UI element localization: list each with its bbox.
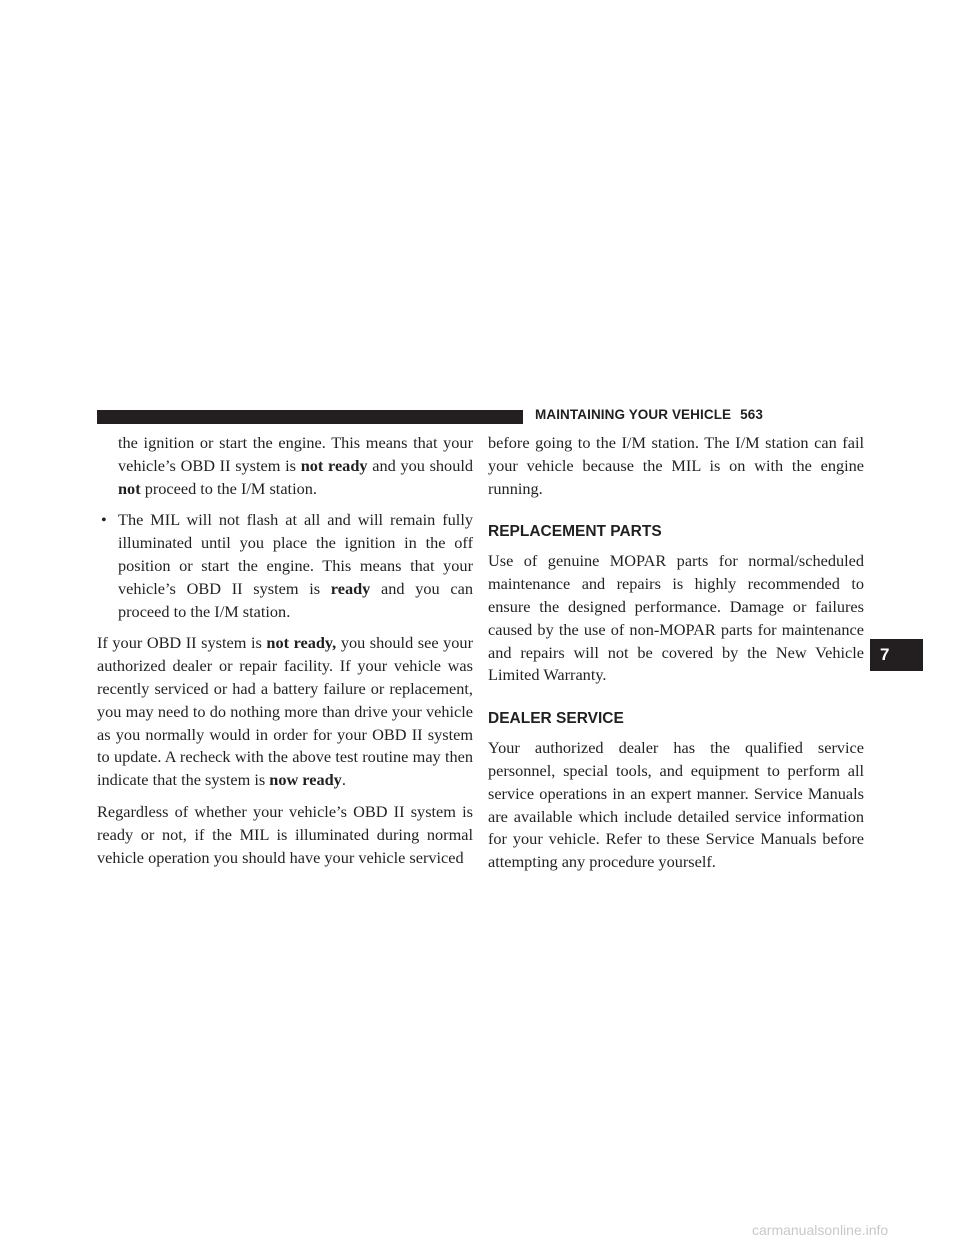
emphasis-not-ready-comma: not ready,: [266, 633, 337, 653]
paragraph-not-ready: If your OBD II system is not ready, you should see your authorized dealer or repair facility. If your vehicle was recently serviced or had a battery failure or replacement, you may need to do nothing more than drive your vehicle as you normally would in order for your OBD II system to update. A recheck with the above test routine may then indicate that the system is now ready.: [97, 633, 473, 790]
left-column: [97, 432, 473, 878]
heading-replacement-parts: REPLACEMENT PARTS: [488, 523, 662, 541]
section-title: MAINTAINING YOUR VEHICLE: [535, 407, 732, 422]
bullet-item: • The MIL will not flash at all and will remain fully illuminated until you place the ignition in the off position or start the engine. This means that your vehicle’s OBD II system is ready and you can proceed to the I/M station.: [101, 510, 473, 621]
paragraph-regardless: Regardless of whether your vehicle’s OBD II system is ready or not, if the MIL is illuminated during normal vehicle operation you should have your vehicle serviced: [97, 801, 473, 867]
heading-dealer-service: DEALER SERVICE: [488, 710, 624, 728]
bullet-icon: •: [101, 510, 107, 530]
emphasis-not: not: [118, 478, 141, 498]
emphasis-not-ready: not ready: [300, 455, 368, 475]
paragraph-dealer-service: Your authorized dealer has the qualified service personnel, special tools, and equipment to perform all service operations in an expert manner. Service Manuals are available which include detailed service information for your vehicle. Refer to these Service Manuals before attempting any procedure yourself.: [488, 738, 864, 872]
header-rule: [97, 410, 523, 424]
emphasis-ready: ready: [330, 578, 371, 598]
page-number: 563: [740, 407, 763, 422]
chapter-tab: 7: [870, 639, 923, 671]
continued-paragraph: the ignition or start the engine. This means that your vehicle’s OBD II system is not ready and you should not proceed to the I/M station.: [118, 433, 473, 498]
running-header: [535, 407, 763, 422]
paragraph-im-station: before going to the I/M station. The I/M station can fail your vehicle because the MIL is on with the engine running.: [488, 433, 864, 498]
paragraph-replacement-parts: Use of genuine MOPAR parts for normal/scheduled maintenance and repairs is highly recommended to ensure the designed performance. Damage or failures caused by the use of non-MOPAR parts for maintenance and repairs will not be covered by the New Vehicle Limited Warranty.: [488, 551, 864, 685]
emphasis-now-ready: now ready: [269, 770, 342, 790]
watermark: carmanualsonline.info: [752, 1222, 889, 1238]
right-column: [488, 432, 864, 883]
